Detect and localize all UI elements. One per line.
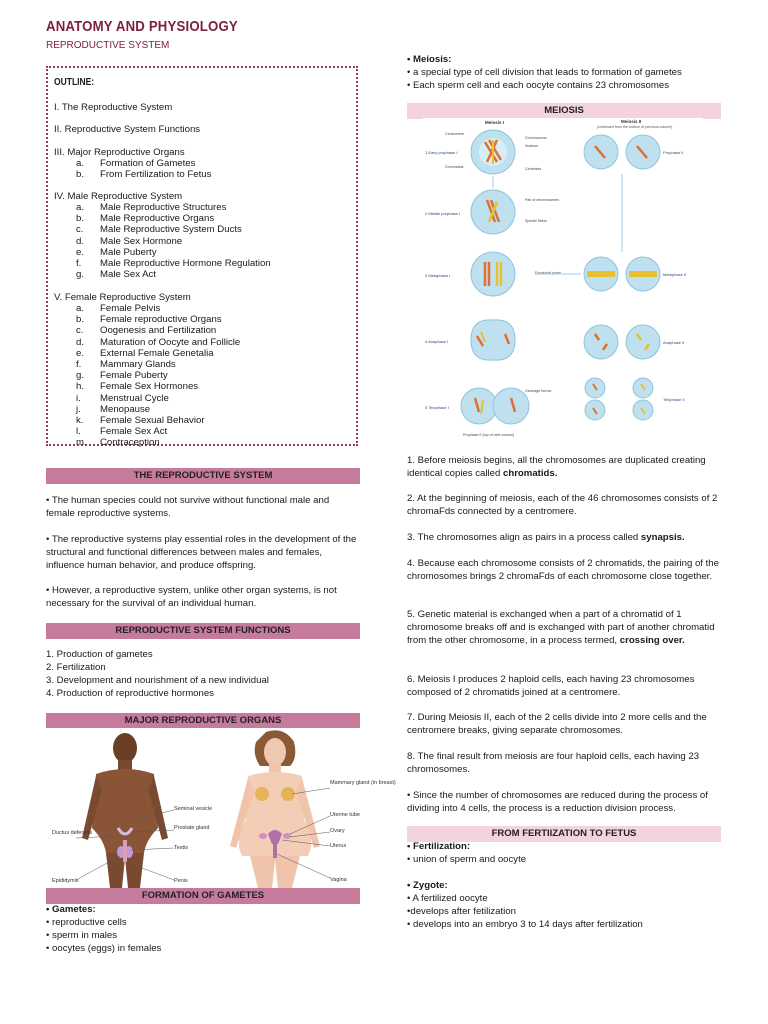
outline-s4-letter: g. [76, 269, 85, 281]
zygote-item: • A fertilized oocyte [407, 893, 488, 904]
meiosis-item: • Each sperm cell and each oocyte contains 23 chromosomes [407, 80, 669, 91]
outline-s5-letter: j. [76, 403, 81, 415]
section-heading-meiosis: MEIOSIS [407, 103, 721, 119]
gametes-item: • reproductive cells [46, 917, 127, 928]
annot-equatorial: Equatorial plane [535, 271, 561, 275]
outline-s5-item: Maturation of Oocyte and Follicle [100, 336, 241, 348]
repro-paragraph-3: • However, a reproductive system, unlike other organ systems, is not necessary for the survival of an individual human. [46, 585, 337, 609]
meiosis-step-3: 3. The chromosomes align as pairs in a process called synapsis. [407, 532, 685, 543]
outline-s5-letter: i. [76, 392, 81, 404]
page-subtitle: REPRODUCTIVE SYSTEM [46, 40, 170, 51]
stage-label-left: 4 Anaphase I [425, 339, 449, 344]
outline-s4-item: Male Puberty [100, 246, 157, 258]
section-heading-major-organs: MAJOR REPRODUCTIVE ORGANS [46, 713, 360, 729]
outline-s5-letter: b. [76, 314, 85, 326]
outline-s5-letter: h. [76, 381, 85, 393]
outline-s5-item: Female Sex Hormones [100, 381, 199, 393]
outline-s4-item: Male Reproductive Organs [100, 213, 215, 225]
outline-s4-item: Male Reproductive Structures [100, 202, 227, 213]
meiosis-cell-anaphase-1 [471, 320, 515, 360]
annot-spindle: Spindle fibers [525, 219, 547, 223]
annot-pair: Pair of chromosomes [525, 198, 559, 202]
meiosis-cell-metaphase-1 [471, 252, 515, 296]
annot-cleavage: Cleavage furrow [525, 389, 552, 393]
outline-s5-item: External Female Genetalia [100, 347, 214, 359]
outline-heading: OUTLINE: [54, 77, 95, 88]
meiosis-cell-anaphase-2 [584, 325, 660, 359]
label-epididymis: Epididymis [52, 878, 79, 884]
outline-s4-item: Male Sex Act [100, 269, 156, 281]
outline-s5-letter: c. [76, 325, 84, 337]
female-figure [230, 730, 320, 888]
fertilization-label: • Fertilization: [407, 841, 471, 852]
outline-s4-letter: c. [76, 224, 84, 236]
outline-section-2: II. Reproductive System Functions [54, 124, 201, 135]
label-ductus-deferens: Ductus deferens [52, 830, 93, 836]
function-item: 1. Production of gametes [46, 649, 153, 660]
outline-s4-letter: b. [76, 213, 85, 225]
outline-section-4: IV. Male Reproductive System [54, 191, 183, 202]
stage-label-right: Metaphase II [663, 272, 687, 277]
outline-s5-letter: e. [76, 347, 85, 359]
meiosis-diagram [423, 118, 703, 440]
meiosis-reduction-note: • Since the number of chromosomes are reduced during the process of dividing into 4 cells, the process is a reduction division process. [407, 790, 708, 814]
outline-s4-letter: a. [76, 202, 85, 213]
outline-s5-item: Female Pelvis [100, 303, 161, 314]
meiosis-col2-title: Meiosis II [621, 119, 642, 124]
stage-label-left: 3 Metaphase I [425, 273, 451, 278]
outline-s5-item: Female Puberty [100, 370, 168, 382]
outline-s5-item: Menstrual Cycle [100, 392, 169, 404]
meiosis-cell-middle-prophase [471, 190, 515, 234]
outline-s5-item: Female reproductive Organs [100, 314, 222, 326]
stage-label-left: 2 Middle prophase I [425, 211, 461, 216]
section-heading-gametes: FORMATION OF GAMETES [46, 888, 360, 904]
function-item: 2. Fertilization [46, 662, 106, 673]
meiosis-cell-metaphase-2 [584, 257, 660, 291]
outline-s5-letter: l. [76, 426, 81, 438]
outline-s5-item: Female Sex Act [100, 426, 168, 438]
label-uterine-tube: Uterine tube [330, 812, 360, 818]
outline-s5-letter: a. [76, 303, 85, 314]
meiosis-col2-note: (continued from the bottom of previous column) [597, 125, 673, 129]
outline-s4-letter: f. [76, 258, 82, 269]
outline-s3-letter: b. [76, 169, 85, 181]
stage-label-right: Anaphase II [663, 340, 685, 345]
outline-s5-item: Mammary Glands [100, 359, 176, 370]
outline-section-5: V. Female Reproductive System [54, 292, 191, 303]
outline-s4-item: Male Sex Hormone [100, 235, 183, 247]
stage-label-left: 1 Early prophase I [425, 150, 458, 155]
section-heading-functions: REPRODUCTIVE SYSTEM FUNCTIONS [46, 623, 360, 639]
label-vagina: Vagina [330, 877, 347, 883]
outline-s3-item: From Fertilization to Fetus [100, 169, 212, 181]
outline-s5-letter: g. [76, 370, 85, 382]
function-item: 4. Production of reproductive hormones [46, 688, 214, 699]
outline-s5-letter: k. [76, 415, 84, 426]
label-mammary-gland: Mammary gland (in breast) [330, 780, 396, 786]
section-heading-reproductive-system: THE REPRODUCTIVE SYSTEM [46, 468, 360, 484]
outline-s4-item: Male Reproductive System Ducts [100, 224, 242, 236]
label-ovary: Ovary [330, 828, 345, 834]
meiosis-step-7: 7. During Meiosis II, each of the 2 cells divide into 2 more cells and the centromere breaks, giving separate chromosomes. [407, 712, 707, 736]
meiosis-item: • a special type of cell division that leads to formation of gametes [407, 67, 682, 78]
page-title: ANATOMY AND PHYSIOLOGY [46, 18, 238, 35]
annot-centromere: Centromere [445, 132, 464, 136]
zygote-item: •develops after fetilization [407, 906, 516, 917]
annot-nucleus: Nucleus [525, 144, 538, 148]
gametes-label: • Gametes: [46, 904, 96, 915]
outline-s5-item: Female Sexual Behavior [100, 415, 205, 426]
outline-s5-letter: m. [76, 437, 87, 449]
fertilization-item: • union of sperm and oocyte [407, 854, 527, 865]
outline-s5-letter: f. [76, 359, 82, 370]
gametes-item: • sperm in males [46, 930, 118, 941]
function-item: 3. Development and nourishment of a new individual [46, 675, 269, 686]
outline-section-1: I. The Reproductive System [54, 102, 173, 113]
reproductive-organs-figure [46, 728, 396, 888]
meiosis-step-4: 4. Because each chromosome consists of 2 chromatids, the pairing of the chromosomes brings 2 chromaFds of each chromosome close together. [407, 558, 719, 582]
meiosis-cell-telophase-2 [585, 378, 653, 420]
label-uterus: Uterus [330, 843, 347, 849]
gametes-item: • oocytes (eggs) in females [46, 943, 162, 954]
label-prostate: Prostate gland [174, 825, 210, 831]
outline-s5-item: Menopause [100, 403, 151, 415]
label-penis: Penis [174, 878, 188, 884]
outline-s5-item: Contraception [100, 437, 160, 449]
meiosis-step-1: 1. Before meiosis begins, all the chromosomes are duplicated creating identical copies called chromatids. [407, 455, 706, 479]
meiosis-cell-prophase-2 [584, 135, 660, 169]
meiosis-step-6: 6. Meiosis I produces 2 haploid cells, each having 23 chromosomes composed of 2 chromatids joined at a centromere. [407, 674, 695, 698]
annot-chromosome: Chromosome [525, 136, 547, 140]
zygote-label: • Zygote: [407, 880, 448, 891]
annot-centrioles: Centrioles [525, 167, 542, 171]
meiosis-step-2: 2. At the beginning of meiosis, each of the 46 chromosomes consists of 2 chromaFds connected by a centromere. [407, 493, 718, 517]
stage-label-right: Telophase II [663, 397, 685, 402]
outline-s5-letter: d. [76, 336, 85, 348]
meiosis-cell-early-prophase [471, 130, 515, 174]
outline-s4-item: Male Reproductive Hormone Regulation [100, 258, 271, 269]
meiosis-step-8: 8. The final result from meiosis are four haploid cells, each having 23 chromosomes. [407, 751, 700, 775]
outline-section-3: III. Major Reproductive Organs [54, 147, 185, 158]
outline-s5-item: Oogenesis and Fertilization [100, 325, 217, 337]
outline-s3-letter: a. [76, 158, 85, 169]
meiosis-col1-title: Meiosis I [485, 120, 505, 125]
annot-bottom-note: Prophase II (top of next column) [463, 433, 515, 437]
annot-chromatids: Chromatids [445, 165, 464, 169]
outline-box [46, 66, 358, 449]
outline-s3-item: Formation of Gametes [100, 158, 196, 169]
outline-s4-letter: d. [76, 235, 85, 247]
meiosis-cell-telophase-1 [461, 388, 529, 424]
outline-s4-letter: e. [76, 246, 85, 258]
label-seminal-vesicle: Seminal vesicle [174, 806, 213, 812]
meiosis-label: • Meiosis: [407, 54, 452, 65]
zygote-item: • develops into an embryo 3 to 14 days after fertilization [407, 919, 643, 930]
section-heading-fertilization: FROM FERTIIZATION TO FETUS [407, 826, 721, 842]
meiosis-step-5: 5. Genetic material is exchanged when a part of a chromatid of 1 chromosome breaks off and is exchanged with part of another chromatid from the other chromosome, in a process termed, crossing over. [407, 609, 715, 646]
stage-label-right: Prophase II [663, 150, 684, 155]
stage-label-left: 5 Telophase I [425, 405, 449, 410]
label-testis: Testis [174, 845, 189, 851]
male-figure [82, 733, 168, 888]
repro-paragraph-1: • The human species could not survive without functional male and female reproductive systems. [46, 495, 330, 519]
repro-paragraph-2: • The reproductive systems play essential roles in the development of the structural and functional differences between males and females, influence human behavior, and produce offspring. [46, 534, 357, 571]
